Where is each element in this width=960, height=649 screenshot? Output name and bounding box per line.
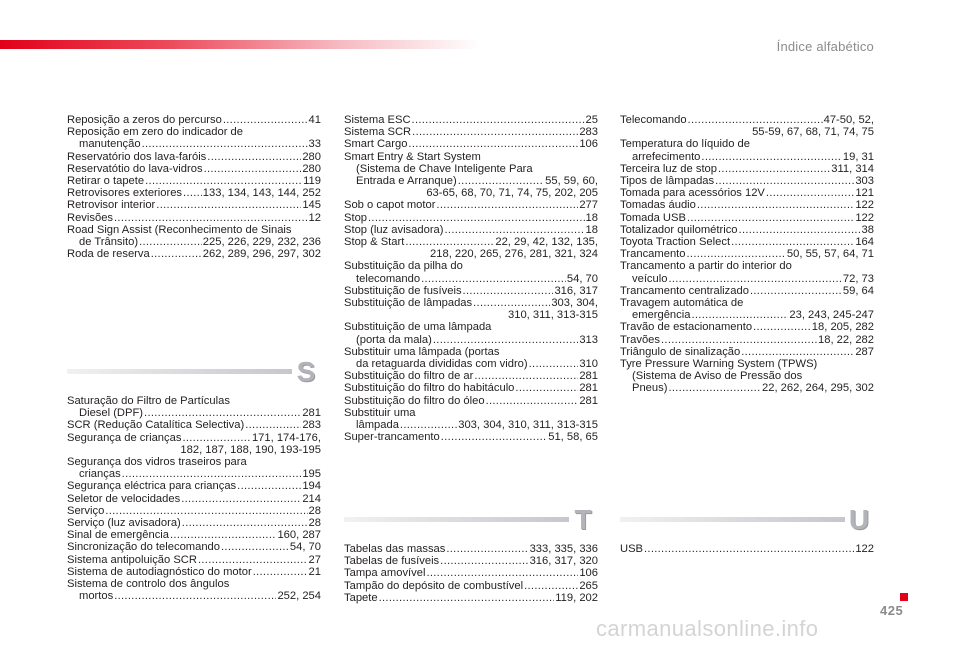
- index-entry: [67, 456, 321, 480]
- index-entry: [620, 260, 874, 284]
- index-entry-pages: 287: [855, 345, 874, 358]
- index-entry-term: Seletor de velocidades: [67, 492, 181, 505]
- dot-leader: [105, 505, 307, 517]
- index-entry: [67, 505, 321, 517]
- index-entry-pages: 303, 304, 310, 311, 313-315: [458, 419, 598, 432]
- index-entry-term: Serviço (luz avisadora): [67, 517, 181, 530]
- index-entry-term: Tipos de lâmpadas: [620, 175, 715, 188]
- index-entry-term: (porta da mala): [356, 333, 432, 346]
- index-entry-term: Segurança dos vidros traseiros para: [67, 456, 247, 469]
- index-entry-pages: 160, 287: [277, 529, 321, 542]
- index-entry-term: Sincronização do telecomando: [67, 541, 220, 554]
- index-entry: [620, 114, 874, 138]
- index-entry-pages: 303, 304,: [551, 297, 598, 310]
- index-entry: [344, 346, 598, 370]
- dot-leader: [139, 236, 202, 248]
- index-entry-term: Sistema ESC: [344, 114, 411, 126]
- index-entry-pages: 38: [861, 223, 874, 236]
- index-entry-term: Super-trancamento: [344, 431, 440, 444]
- index-entry-term: de Trânsito): [79, 236, 139, 249]
- dot-leader: [198, 554, 308, 566]
- index-entry-pages: 22, 29, 42, 132, 135,: [495, 236, 598, 249]
- index-entry-term: (Sistema de Chave Inteligente Para: [356, 162, 533, 175]
- index-entry: [344, 285, 598, 297]
- index-entry: [344, 395, 598, 407]
- index-entry-term: crianças: [79, 468, 121, 481]
- index-entry-pages: 12: [308, 211, 321, 224]
- index-entry-pages: 19, 31: [842, 150, 874, 163]
- index-entry-term: Substituição do filtro do habitáculo: [344, 382, 515, 395]
- index-entry-term: Substituição do filtro do óleo: [344, 394, 485, 407]
- index-entry: [344, 382, 598, 394]
- index-entry: [67, 224, 321, 248]
- dot-leader: [433, 334, 578, 346]
- index-entry-pages: 145: [302, 199, 321, 212]
- dot-leader: [446, 543, 528, 555]
- dot-leader: [400, 419, 457, 431]
- dot-leader: [691, 309, 788, 321]
- index-entry: [620, 224, 874, 236]
- index-entry: [67, 541, 321, 553]
- index-entry-term: Telecomando: [620, 114, 687, 126]
- index-entry: [67, 151, 321, 163]
- index-entry: [620, 346, 874, 358]
- watermark: carmanualsonline.info: [596, 616, 819, 641]
- index-entry: [344, 236, 598, 260]
- index-entry: [344, 555, 598, 567]
- index-entry-term: Sistema de autodiagnóstico do motor: [67, 565, 252, 578]
- index-entry-term: Segurança de crianças: [67, 431, 182, 444]
- index-entry-pages: 277: [579, 199, 598, 212]
- index-entry-pages: 119, 202: [555, 591, 598, 604]
- index-entry: [67, 163, 321, 175]
- index-entry-pages: 21: [308, 565, 321, 578]
- dot-leader: [408, 138, 578, 150]
- index-entry-pages: 316, 317: [554, 284, 598, 297]
- index-entry: [344, 543, 598, 555]
- index-entry-term: Retirar o tapete: [67, 175, 145, 188]
- index-entry: [344, 224, 598, 236]
- index-entry-pages: 280: [302, 150, 321, 163]
- index-entry-term: Travagem automática de: [620, 297, 744, 310]
- index-column-r: [67, 114, 321, 260]
- dot-leader: [687, 248, 786, 260]
- index-entry: [67, 114, 321, 126]
- index-entry-term: Reposição a zeros do percurso: [67, 114, 222, 126]
- index-entry-term: Stop & Start: [344, 236, 405, 249]
- index-entry: [344, 321, 598, 345]
- index-entry-term: Tampão do depósito de combustível: [344, 579, 524, 592]
- index-entry-pages: 33: [308, 138, 321, 151]
- index-entry-term: arrefecimento: [632, 150, 701, 163]
- dot-leader: [421, 273, 566, 285]
- dot-leader: [412, 126, 578, 138]
- index-entry-term: Reservatório dos lava-faróis: [67, 150, 207, 163]
- dot-leader: [445, 224, 585, 236]
- index-entry: [620, 285, 874, 297]
- index-entry-term: Substituição de uma lâmpada: [344, 321, 492, 334]
- index-entry-term: Retrovisores exteriores: [67, 187, 183, 200]
- dot-leader: [739, 224, 861, 236]
- index-entry-term: Tomadas áudio: [620, 199, 696, 212]
- index-entry: [67, 566, 321, 578]
- dot-leader: [474, 370, 578, 382]
- index-entry-term: Sob o capot motor: [344, 199, 436, 212]
- index-entry: [67, 212, 321, 224]
- index-entry-term: Stop: [344, 211, 368, 224]
- index-column-t-continued: [620, 114, 874, 395]
- index-entry-pages: 283: [579, 126, 598, 139]
- dot-leader: [668, 273, 841, 285]
- dot-leader: [368, 212, 585, 224]
- dot-leader: [114, 590, 276, 602]
- index-entry-pages: 28: [308, 504, 321, 517]
- index-entry: [344, 126, 598, 138]
- index-entry-term: veículo: [632, 272, 668, 285]
- index-entry-pages: 59, 64: [842, 284, 874, 297]
- index-entry: [344, 199, 598, 211]
- index-entry: [67, 480, 321, 492]
- index-entry-pages: 225, 226, 229, 232, 236: [202, 236, 321, 249]
- index-entry-term: Substituir uma lâmpada (portas: [344, 345, 500, 358]
- index-entry-term: Substituição da pilha do: [344, 260, 463, 273]
- index-column-t: [344, 543, 598, 604]
- index-entry-pages: 313: [579, 333, 598, 346]
- index-column-s: [67, 395, 321, 602]
- index-entry-term: Sinal de emergência: [67, 529, 169, 542]
- index-entry: [67, 175, 321, 187]
- index-entry: [620, 163, 874, 175]
- dot-leader: [718, 163, 830, 175]
- dot-leader: [145, 175, 302, 187]
- index-entry: [620, 187, 874, 199]
- index-entry-pages: 51, 58, 65: [548, 431, 598, 444]
- index-entry-pages: 47-50, 52,: [823, 114, 874, 126]
- page-title: Índice alfabético: [776, 39, 874, 54]
- index-entry-pages: 23, 243, 245-247: [789, 309, 874, 322]
- index-entry-pages: 316, 317, 320: [529, 555, 598, 568]
- index-entry-term: Tampa amovível: [344, 567, 426, 580]
- index-entry-pages: 18: [585, 211, 598, 224]
- index-entry-term: Smart Entry & Start System: [344, 150, 481, 163]
- page-marker: [900, 593, 908, 601]
- dot-leader: [151, 248, 202, 260]
- index-entry-pages: 54, 70: [566, 272, 598, 285]
- index-entry: [67, 199, 321, 211]
- index-entry: [620, 358, 874, 395]
- index-entry-pages: 194: [302, 480, 321, 493]
- dot-leader: [405, 236, 494, 248]
- index-entry-term: Diesel (DPF): [79, 407, 144, 420]
- index-entry-term: Reservatótio do lava-vidros: [67, 162, 203, 175]
- index-entry-term: Retrovisor interior: [67, 199, 156, 212]
- index-entry: [67, 554, 321, 566]
- index-entry-term: Substituir uma: [344, 406, 416, 419]
- dot-leader: [245, 419, 301, 431]
- index-entry-pages: 119: [303, 175, 321, 188]
- index-entry-term: Reposição em zero do indicador de: [67, 126, 243, 139]
- index-entry-term: emergência: [632, 309, 691, 322]
- dot-leader: [412, 114, 585, 126]
- index-entry-pages: 121: [855, 187, 874, 200]
- index-entry: [67, 126, 321, 150]
- index-entry: [67, 517, 321, 529]
- index-entry: [344, 151, 598, 200]
- index-entry: [620, 199, 874, 211]
- index-entry-term: Terceira luz de stop: [620, 162, 718, 175]
- dot-leader: [731, 236, 854, 248]
- index-entry: [67, 395, 321, 419]
- dot-leader: [237, 480, 301, 492]
- dot-leader: [661, 334, 817, 346]
- dot-leader: [529, 358, 579, 370]
- index-entry-pages: 22, 262, 264, 295, 302: [762, 382, 874, 395]
- dot-leader: [253, 566, 308, 578]
- index-entry-pages: 122: [855, 543, 874, 555]
- index-entry: [620, 212, 874, 224]
- index-entry-pages: 50, 55, 57, 64, 71: [786, 248, 874, 261]
- index-entry-term: Entrada e Arranque): [356, 175, 457, 188]
- index-entry-pages-continued: 218, 220, 265, 276, 281, 321, 324: [430, 248, 598, 261]
- index-entry-pages: 281: [579, 370, 598, 383]
- dot-leader: [766, 187, 854, 199]
- index-entry-pages: 28: [308, 517, 321, 530]
- index-entry-term: Smart Cargo: [344, 138, 408, 151]
- index-entry: [620, 138, 874, 162]
- index-entry-term: Totalizador quilométrico: [620, 223, 738, 236]
- dot-leader: [183, 187, 202, 199]
- index-entry-pages: 18, 22, 282: [818, 333, 874, 346]
- index-entry-term: Pneus): [632, 382, 668, 395]
- index-entry-term: Tapete: [344, 591, 378, 604]
- index-entry: [67, 529, 321, 541]
- dot-leader: [473, 297, 550, 309]
- index-entry-term: telecomando: [356, 272, 421, 285]
- index-entry: [620, 334, 874, 346]
- index-entry-pages: 133, 134, 143, 144, 252: [202, 187, 321, 200]
- dot-leader: [156, 199, 301, 211]
- index-entry-term: Tabelas das massas: [344, 543, 446, 555]
- section-letter-t: T: [574, 504, 592, 535]
- dot-leader: [668, 382, 761, 394]
- dot-leader: [644, 543, 854, 555]
- index-entry-term: Tomada USB: [620, 211, 686, 224]
- header-accent-bar: [0, 40, 480, 49]
- section-letter-u: U: [848, 504, 870, 535]
- index-entry-term: Roda de reserva: [67, 248, 150, 261]
- index-entry: [67, 187, 321, 199]
- index-entry-term: da retaguarda divididas com vidro): [356, 358, 528, 371]
- index-entry-pages-continued: 55-59, 67, 68, 71, 74, 75: [752, 126, 874, 139]
- index-entry-term: Substituição de fusíveis: [344, 284, 462, 297]
- index-entry: [67, 493, 321, 505]
- index-entry: [620, 297, 874, 321]
- dot-leader: [688, 114, 823, 126]
- index-entry-term: Saturação do Filtro de Partículas: [67, 395, 230, 407]
- index-entry-pages-continued: 310, 311, 313-315: [508, 309, 598, 322]
- index-entry-term: Revisões: [67, 211, 114, 224]
- index-entry-pages: 195: [302, 468, 321, 481]
- index-entry-term: Tabelas de fusíveis: [344, 555, 440, 568]
- index-column-u: [620, 543, 874, 555]
- index-entry: [620, 321, 874, 333]
- dot-leader: [458, 175, 544, 187]
- dot-leader: [182, 517, 308, 529]
- dot-leader: [697, 199, 854, 211]
- index-entry-term: Temperatura do líquido de: [620, 138, 750, 151]
- index-entry-term: Triângulo de sinalização: [620, 345, 741, 358]
- index-entry: [344, 114, 598, 126]
- index-entry: [344, 297, 598, 321]
- section-letter-s: S: [296, 356, 316, 387]
- index-entry-pages: 106: [579, 567, 598, 580]
- index-entry-pages: 25: [585, 114, 598, 126]
- dot-leader: [687, 212, 854, 224]
- index-entry-pages: 27: [308, 553, 321, 566]
- index-entry: [67, 248, 321, 260]
- dot-leader: [463, 285, 554, 297]
- dot-leader: [223, 114, 308, 126]
- dot-leader: [114, 212, 308, 224]
- dot-leader: [486, 395, 579, 407]
- index-entry-pages: 214: [302, 492, 321, 505]
- index-entry: [344, 567, 598, 579]
- index-entry-pages: 333, 335, 336: [529, 543, 598, 555]
- index-entry-pages: 262, 289, 296, 297, 302: [202, 248, 321, 261]
- index-entry-pages: 55, 59, 60,: [545, 175, 598, 188]
- index-entry-term: (Sistema de Aviso de Pressão dos: [632, 370, 803, 383]
- index-entry-term: mortos: [79, 590, 114, 603]
- index-entry-term: Tomada para acessórios 12V: [620, 187, 765, 200]
- index-entry-term: Substituição de lâmpadas: [344, 297, 473, 310]
- index-entry-term: Sistema antipoluição SCR: [67, 553, 197, 566]
- dot-leader: [181, 493, 301, 505]
- dot-leader: [122, 468, 302, 480]
- section-divider-s: [67, 369, 292, 374]
- index-entry: [620, 248, 874, 260]
- dot-leader: [170, 529, 276, 541]
- index-entry-term: Travões: [620, 333, 660, 346]
- index-entry-term: Tyre Pressure Warning System (TPWS): [620, 358, 818, 371]
- dot-leader: [753, 321, 811, 333]
- index-entry-pages: 252, 254: [277, 590, 321, 603]
- index-entry-term: Toyota Traction Select: [620, 236, 731, 249]
- index-entry-term: Sistema de controlo dos ângulos: [67, 578, 230, 591]
- index-entry-pages: 311, 314: [831, 162, 874, 175]
- index-entry-pages-continued: 63-65, 68, 70, 71, 74, 75, 202, 205: [426, 187, 598, 200]
- index-entry-term: USB: [620, 543, 644, 555]
- index-entry: [620, 175, 874, 187]
- index-entry: [67, 578, 321, 602]
- index-entry-pages: 171, 174-176,: [251, 431, 321, 444]
- index-entry-term: SCR (Redução Catalítica Selectiva): [67, 419, 245, 432]
- index-entry-term: Segurança eléctrica para crianças: [67, 480, 237, 493]
- index-entry-term: Trancamento centralizado: [620, 284, 749, 297]
- index-entry-pages: 164: [855, 236, 874, 249]
- index-entry-pages: 303: [855, 175, 874, 188]
- index-entry-term: Serviço: [67, 504, 105, 517]
- index-entry-pages: 122: [855, 211, 874, 224]
- index-entry: [344, 431, 598, 443]
- index-entry-term: Trancamento a partir do interior do: [620, 260, 792, 273]
- index-entry-pages: 18: [585, 223, 598, 236]
- section-divider-u: [620, 517, 845, 522]
- index-entry: [344, 138, 598, 150]
- index-entry: [344, 260, 598, 284]
- index-entry: [344, 592, 598, 604]
- index-entry: [67, 432, 321, 456]
- index-entry-pages: 54, 70: [289, 541, 321, 554]
- dot-leader: [144, 407, 301, 419]
- index-entry-term: Stop (luz avisadora): [344, 223, 444, 236]
- index-entry: [344, 212, 598, 224]
- index-column-s-continued: [344, 114, 598, 443]
- dot-leader: [436, 199, 578, 211]
- index-entry-pages: 122: [855, 199, 874, 212]
- index-entry: [344, 407, 598, 431]
- dot-leader: [741, 346, 854, 358]
- index-entry-pages: 281: [579, 394, 598, 407]
- index-entry: [67, 419, 321, 431]
- index-entry-term: Sistema SCR: [344, 126, 412, 139]
- index-entry: [620, 236, 874, 248]
- index-entry: [344, 580, 598, 592]
- index-entry-pages: 280: [302, 162, 321, 175]
- index-entry-term: Travão de estacionamento: [620, 321, 753, 334]
- index-entry-pages: 283: [302, 419, 321, 432]
- index-entry-term: manutenção: [79, 138, 141, 151]
- index-entry-term: Road Sign Assist (Reconhecimento de Sinais: [67, 223, 292, 236]
- index-entry-term: Trancamento: [620, 248, 686, 261]
- index-entry: [620, 543, 874, 555]
- dot-leader: [379, 592, 555, 604]
- index-entry-pages: 106: [579, 138, 598, 151]
- index-entry-pages: 72, 73: [842, 272, 874, 285]
- index-entry-pages: 265: [579, 579, 598, 592]
- dot-leader: [204, 163, 302, 175]
- index-entry-term: lâmpada: [356, 419, 399, 432]
- index-entry-pages: 281: [579, 382, 598, 395]
- dot-leader: [221, 541, 289, 553]
- page-number: 425: [880, 603, 904, 618]
- index-entry-pages: 310: [579, 358, 598, 371]
- index-entry: [344, 370, 598, 382]
- index-entry-pages: 18, 205, 282: [811, 321, 874, 334]
- dot-leader: [750, 285, 842, 297]
- index-entry-term: Substituição do filtro de ar: [344, 370, 474, 383]
- dot-leader: [142, 138, 308, 150]
- dot-leader: [182, 432, 251, 444]
- dot-leader: [515, 382, 578, 394]
- dot-leader: [207, 151, 301, 163]
- index-entry-pages: 41: [308, 114, 321, 126]
- section-divider-t: [344, 517, 569, 522]
- dot-leader: [701, 151, 841, 163]
- dot-leader: [441, 431, 547, 443]
- index-entry-pages: 281: [302, 407, 321, 420]
- dot-leader: [440, 555, 528, 567]
- dot-leader: [715, 175, 854, 187]
- dot-leader: [426, 567, 578, 579]
- index-entry-pages-continued: 182, 187, 188, 190, 193-195: [180, 443, 321, 456]
- dot-leader: [524, 580, 578, 592]
